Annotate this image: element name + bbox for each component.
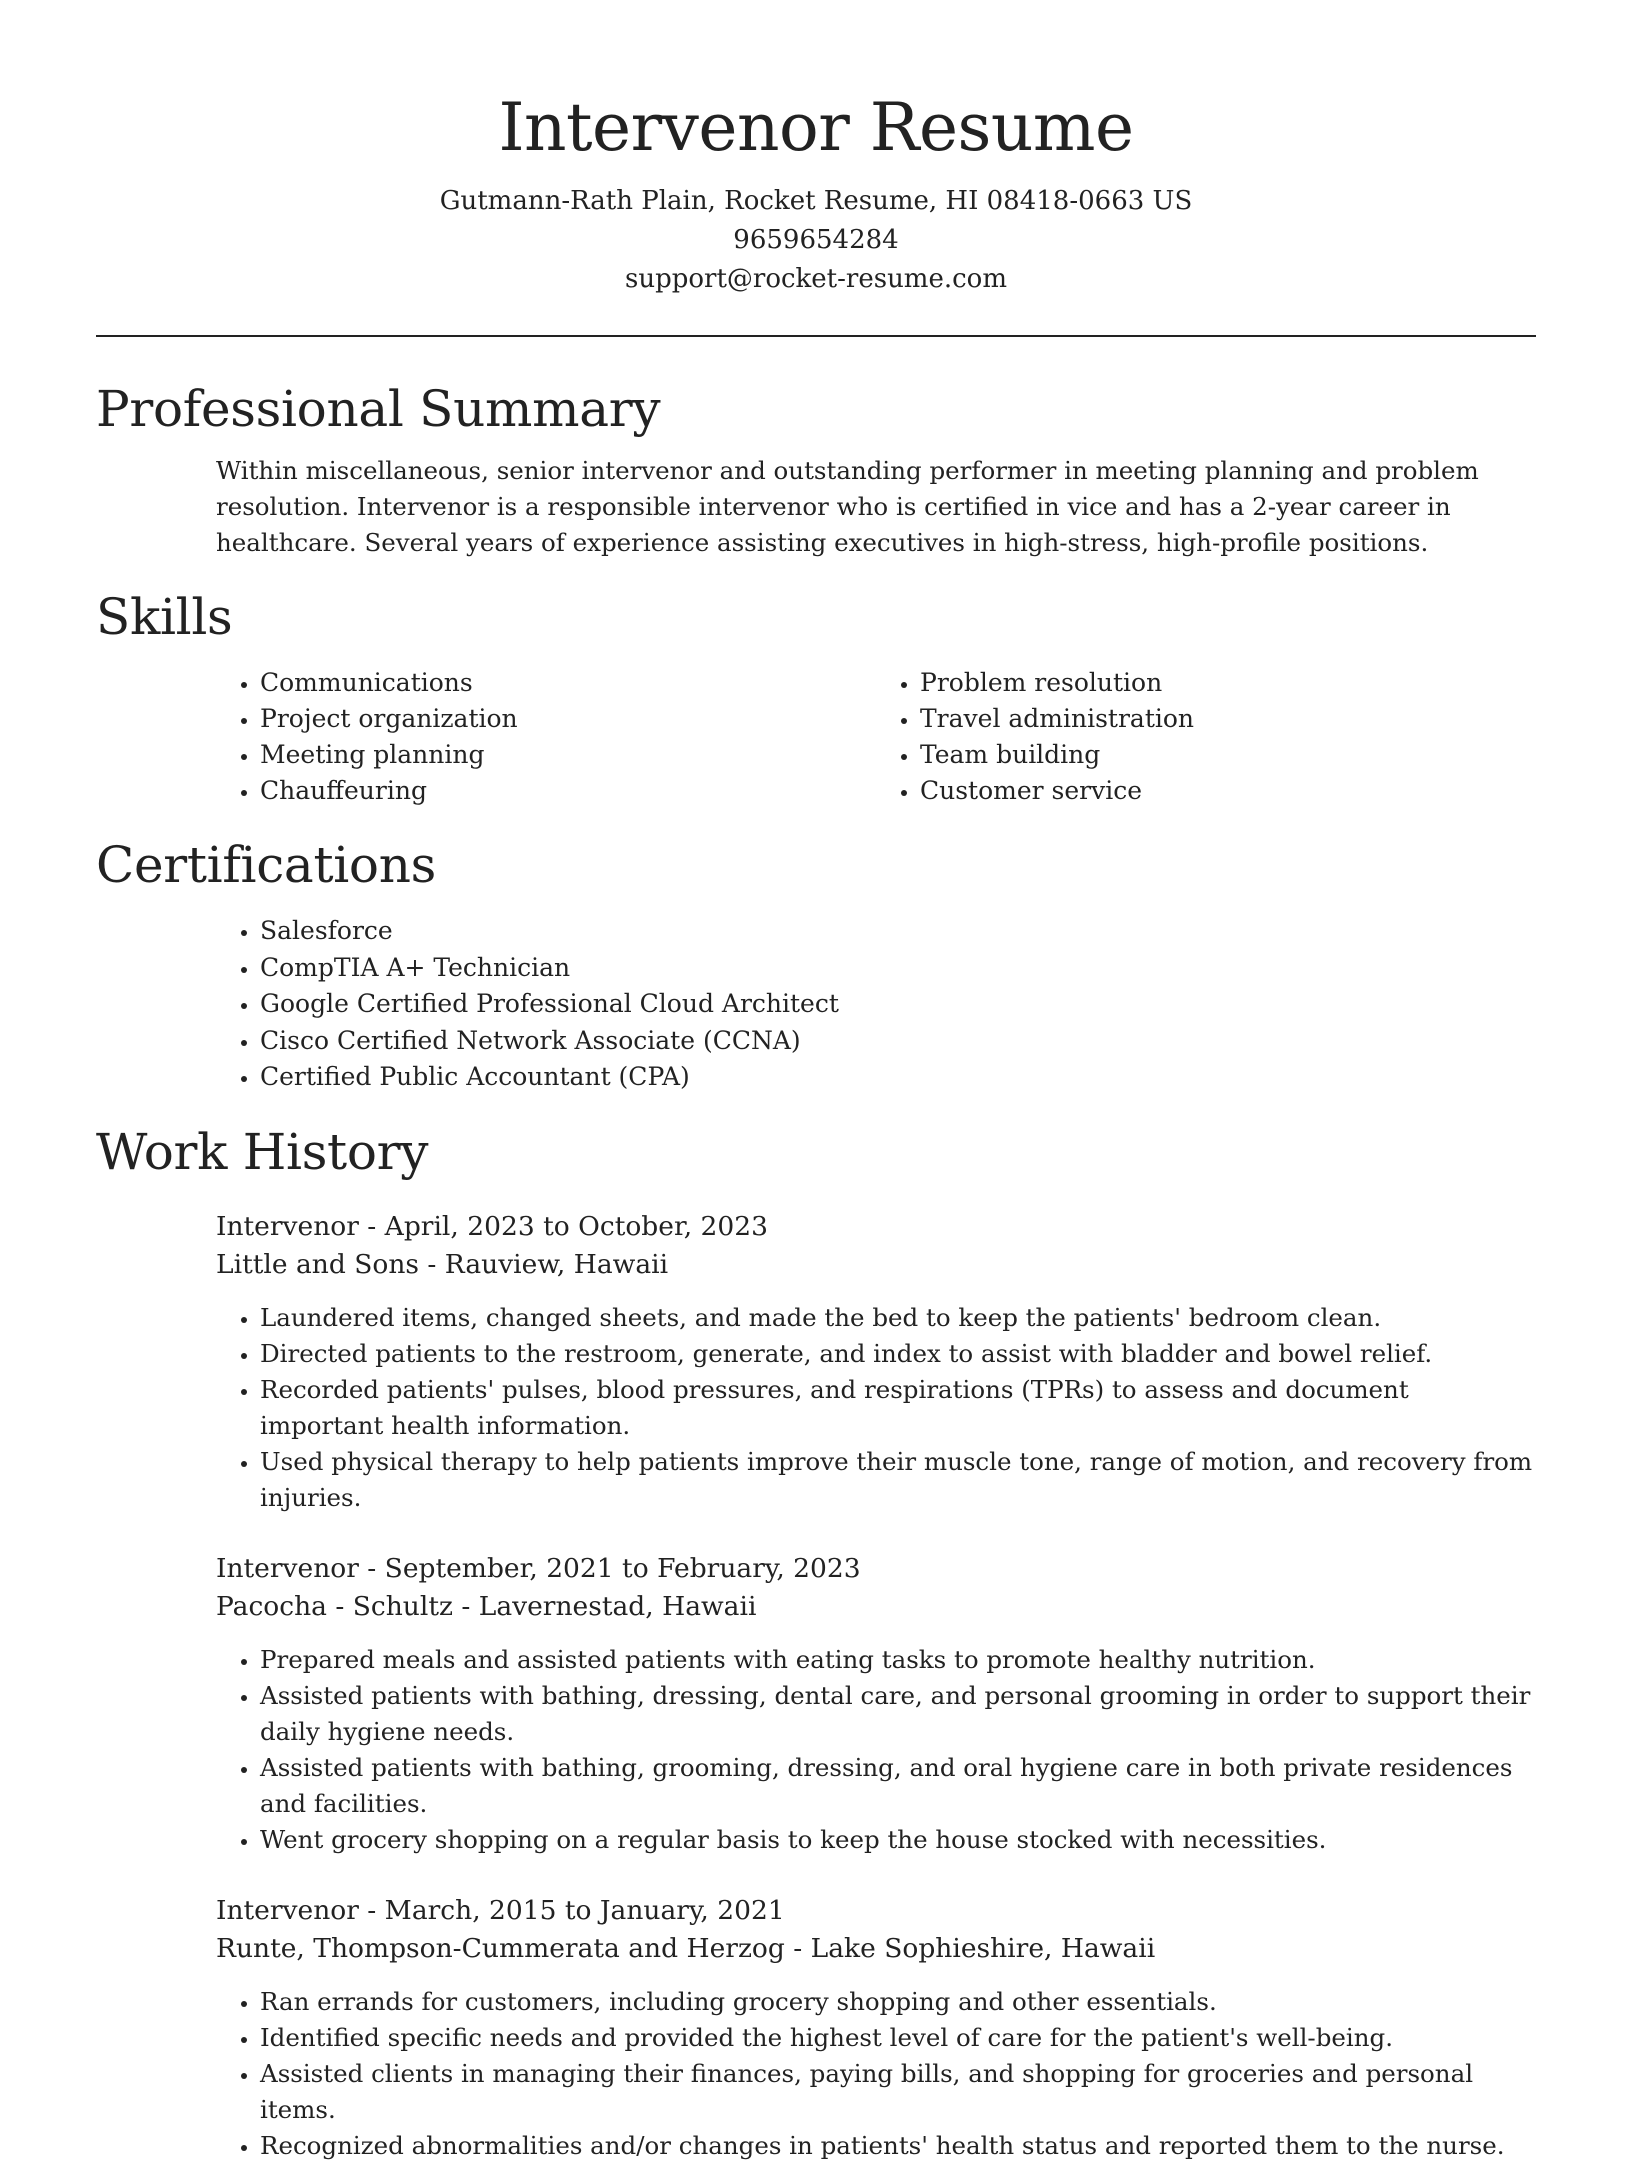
job-bullet: • Went grocery shopping on a regular basis to keep the house stocked with necessities. bbox=[260, 1822, 1536, 1858]
job-bullet: • Assisted patients with bathing, dressing, dental care, and personal grooming in order to support their daily hygiene needs. bbox=[260, 1678, 1536, 1750]
contact-info bbox=[96, 182, 1536, 299]
skills-list bbox=[216, 665, 1536, 809]
job-bullets bbox=[216, 1642, 1536, 1858]
skill-item: • Team building bbox=[920, 737, 1536, 773]
contact-email: support@rocket-resume.com bbox=[624, 264, 1007, 294]
job-title: Intervenor - September, 2021 to February, 2023 bbox=[216, 1552, 861, 1584]
job-company: Pacocha - Schultz - Lavernestad, Hawaii bbox=[216, 1590, 757, 1622]
resume-title: Intervenor Resume bbox=[498, 89, 1134, 166]
certification-item: • CompTIA A+ Technician bbox=[260, 950, 1536, 987]
job-entry bbox=[216, 1892, 1536, 2164]
skills-heading: Skills bbox=[96, 588, 233, 646]
job-title: Intervenor - March, 2015 to January, 2021 bbox=[216, 1894, 785, 1926]
resume-page bbox=[96, 0, 1536, 2164]
job-bullet: • Ran errands for customers, including grocery shopping and other essentials. bbox=[260, 1984, 1536, 2020]
job-bullet: • Recognized abnormalities and/or changes in patients' health status and reported them to the nurse. bbox=[260, 2128, 1536, 2164]
certification-item: • Salesforce bbox=[260, 913, 1536, 950]
skill-item: • Problem resolution bbox=[920, 665, 1536, 701]
header-divider bbox=[96, 335, 1536, 337]
skill-item: • Chauffeuring bbox=[260, 773, 876, 809]
job-company: Runte, Thompson-Cummerata and Herzog - Lake Sophieshire, Hawaii bbox=[216, 1932, 1156, 1964]
job-entry bbox=[216, 1208, 1536, 1516]
summary-heading: Professional Summary bbox=[96, 380, 661, 438]
job-bullet: • Directed patients to the restroom, generate, and index to assist with bladder and bowel relief. bbox=[260, 1336, 1536, 1372]
work-history-heading: Work History bbox=[96, 1122, 429, 1181]
contact-address: Gutmann-Rath Plain, Rocket Resume, HI 08418-0663 US bbox=[439, 186, 1193, 216]
job-bullet: • Recorded patients' pulses, blood pressures, and respirations (TPRs) to assess and document important health information. bbox=[260, 1372, 1536, 1444]
skill-item: • Travel administration bbox=[920, 701, 1536, 737]
job-company: Little and Sons - Rauview, Hawaii bbox=[216, 1248, 669, 1280]
certification-item: • Google Certified Professional Cloud Architect bbox=[260, 986, 1536, 1023]
job-entry bbox=[216, 1550, 1536, 1858]
job-bullet: • Identified specific needs and provided the highest level of care for the patient's well-being. bbox=[260, 2020, 1536, 2056]
certification-item: • Certified Public Accountant (CPA) bbox=[260, 1059, 1536, 1096]
job-bullets bbox=[216, 1300, 1536, 1516]
job-bullet: • Laundered items, changed sheets, and made the bed to keep the patients' bedroom clean. bbox=[260, 1300, 1536, 1336]
contact-phone: 9659654284 bbox=[733, 225, 899, 255]
skill-item: • Communications bbox=[260, 665, 876, 701]
skills-column-left bbox=[216, 665, 876, 809]
certifications-list bbox=[216, 913, 1536, 1096]
skill-item: • Meeting planning bbox=[260, 737, 876, 773]
certification-item: • Cisco Certified Network Associate (CCNA) bbox=[260, 1023, 1536, 1060]
job-bullet: • Used physical therapy to help patients improve their muscle tone, range of motion, and recovery from injuries. bbox=[260, 1444, 1536, 1516]
job-bullet: • Assisted clients in managing their finances, paying bills, and shopping for groceries and personal items. bbox=[260, 2056, 1536, 2128]
job-bullet: • Assisted patients with bathing, grooming, dressing, and oral hygiene care in both private residences and facilities. bbox=[260, 1750, 1536, 1822]
skill-item: • Project organization bbox=[260, 701, 876, 737]
skill-item: • Customer service bbox=[920, 773, 1536, 809]
summary-text: Within miscellaneous, senior intervenor and outstanding performer in meeting planning and problem resolution. Intervenor is a responsible intervenor who is certified in vice and has a 2-year career in healthcare. Several years of experience assisting executives in high-stress, high-profile positions. bbox=[216, 456, 1479, 557]
certifications-heading: Certifications bbox=[96, 836, 436, 894]
skills-column-right bbox=[876, 665, 1536, 809]
job-bullets bbox=[216, 1984, 1536, 2164]
job-bullet: • Prepared meals and assisted patients with eating tasks to promote healthy nutrition. bbox=[260, 1642, 1536, 1678]
job-title: Intervenor - April, 2023 to October, 2023 bbox=[216, 1210, 768, 1242]
